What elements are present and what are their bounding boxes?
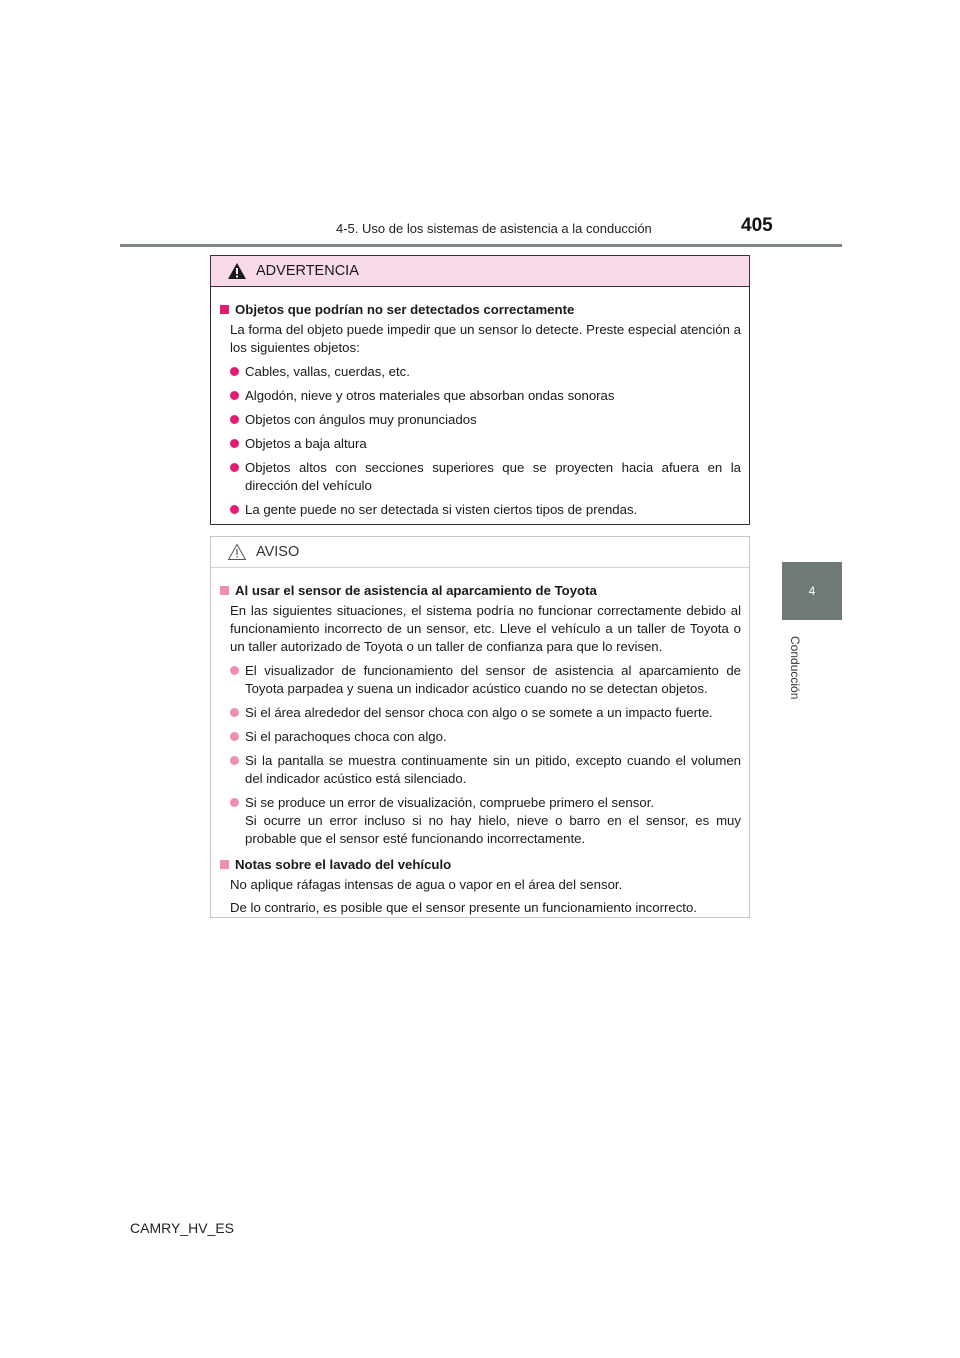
list-item (230, 501, 741, 519)
list-item-text: Objetos a baja altura (245, 436, 367, 451)
chapter-number: 4 (808, 584, 816, 598)
list-item-text (245, 794, 741, 848)
list-item (230, 411, 741, 429)
square-bullet-icon (220, 586, 229, 595)
running-header-section: 4-5. Uso de los sistemas de asistencia a la conducción (336, 221, 652, 236)
chapter-tab (782, 562, 842, 620)
warning-title: ADVERTENCIA (256, 263, 359, 279)
notice-paragraph: No aplique ráfagas intensas de agua o vapor en el área del sensor. (230, 877, 623, 892)
caution-outline-triangle-icon (227, 543, 247, 561)
circle-bullet-icon (230, 708, 239, 717)
list-item (230, 794, 741, 848)
warning-box (210, 255, 750, 525)
notice-heading-text: Al usar el sensor de asistencia al aparcamiento de Toyota (235, 583, 597, 598)
notice-heading-1 (220, 582, 741, 600)
circle-bullet-icon (230, 367, 239, 376)
notice-heading-text: Notas sobre el lavado del vehículo (235, 857, 452, 872)
list-item-text: Si el área alrededor del sensor choca con algo o se somete a un impacto fuerte. (245, 705, 713, 720)
list-item (230, 363, 741, 381)
list-item-text: La gente puede no ser detectada si visten ciertos tipos de prendas. (245, 502, 638, 517)
list-item (230, 435, 741, 453)
square-bullet-icon (220, 305, 229, 314)
square-bullet-icon (220, 860, 229, 869)
circle-bullet-icon (230, 732, 239, 741)
chapter-label: Conducción (788, 636, 802, 700)
notice-header (211, 537, 749, 568)
notice-intro: En las siguientes situaciones, el sistema podría no funcionar correctamente debido al funcionamiento incorrecto de un sensor, etc. Lleve el vehículo a un taller de Toyota o un taller autorizado de Toyota o un taller de confianza para que lo revisen. (230, 603, 741, 654)
list-item-text: Objetos con ángulos muy pronunciados (245, 412, 477, 427)
warning-heading (220, 301, 741, 319)
list-item (230, 662, 741, 698)
warning-heading-text: Objetos que podrían no ser detectados correctamente (235, 302, 575, 317)
warning-header (211, 256, 749, 287)
warning-body (211, 287, 749, 519)
list-item (230, 704, 741, 722)
list-item-text: Si el parachoques choca con algo. (245, 729, 447, 744)
circle-bullet-icon (230, 439, 239, 448)
list-item (230, 459, 741, 495)
list-item-text: El visualizador de funcionamiento del sensor de asistencia al aparcamiento de Toyota parpadea y suena un indicador acústico cuando no se detectan objetos. (245, 663, 741, 696)
circle-bullet-icon (230, 666, 239, 675)
circle-bullet-icon (230, 756, 239, 765)
circle-bullet-icon (230, 798, 239, 807)
circle-bullet-icon (230, 415, 239, 424)
list-item-text: Algodón, nieve y otros materiales que absorban ondas sonoras (245, 388, 615, 403)
list-item-text: Cables, vallas, cuerdas, etc. (245, 364, 410, 379)
circle-bullet-icon (230, 505, 239, 514)
list-item-line: Si ocurre un error incluso si no hay hielo, nieve o barro en el sensor, es muy probable que el sensor esté funcionando incorrectamente. (245, 813, 741, 846)
list-item-line: Si se produce un error de visualización, compruebe primero el sensor. (245, 795, 655, 810)
model-code: CAMRY_HV_ES (130, 1220, 235, 1236)
warning-triangle-icon (227, 262, 247, 280)
list-item-text: Si la pantalla se muestra continuamente sin un pitido, excepto cuando el volumen del indicador acústico está silenciado. (245, 753, 741, 786)
list-item (230, 752, 741, 788)
notice-title: AVISO (256, 544, 300, 560)
notice-heading-2 (220, 856, 741, 874)
warning-intro: La forma del objeto puede impedir que un sensor lo detecte. Preste especial atención a los siguientes objetos: (230, 322, 741, 355)
header-divider (120, 244, 842, 247)
circle-bullet-icon (230, 391, 239, 400)
page-number: 405 (741, 215, 773, 236)
list-item (230, 387, 741, 405)
notice-box (210, 536, 750, 918)
list-item (230, 728, 741, 746)
list-item-text: Objetos altos con secciones superiores que se proyecten hacia afuera en la dirección del vehículo (245, 460, 741, 493)
circle-bullet-icon (230, 463, 239, 472)
notice-paragraph: De lo contrario, es posible que el sensor presente un funcionamiento incorrecto. (230, 900, 697, 915)
notice-body (211, 568, 749, 917)
